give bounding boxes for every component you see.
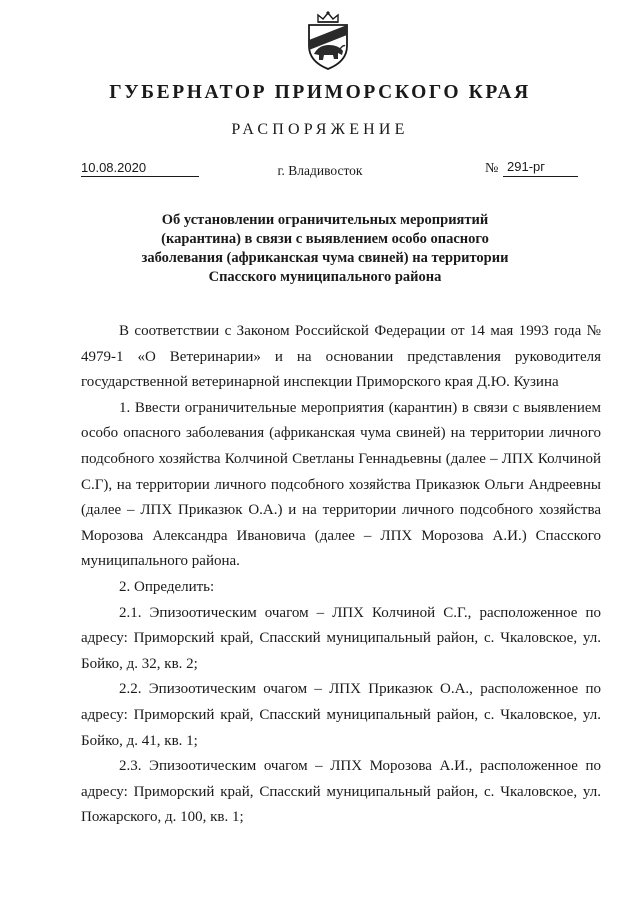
document-title: Об установлении ограничительных мероприятий (карантина) в связи с выявлением особо опасного заболевания (африканская чума свиней) на территории Спасского муниципального района (141, 212, 509, 285)
primorsky-krai-coat-of-arms-icon (296, 10, 360, 72)
document-type: РАСПОРЯЖЕНИЕ (231, 121, 409, 138)
body-paragraph: 2.1. Эпизоотическим очагом – ЛПХ Колчиной С.Г., расположенное по адресу: Приморский край, Спасский муниципальный район, с. Чкаловское, ул. Бойко, д. 32, кв. 2; (81, 604, 601, 672)
document-body (81, 319, 601, 831)
body-paragraph: 2.3. Эпизоотическим очагом – ЛПХ Морозова А.И., расположенное по адресу: Приморский край, Спасский муниципальный район, с. Чкаловское, ул. Пожарского, д. 100, кв. 1; (81, 758, 601, 826)
document-date: 10.08.2020 (81, 160, 147, 175)
number-underline (503, 176, 578, 177)
preamble-paragraph: В соответствии с Законом Российской Федерации от 14 мая 1993 года № 4979-1 «О Ветеринарии» и на основании представления руководителя государственной ветеринарной инспекции Приморского края Д.Ю. Кузина (81, 323, 601, 391)
body-paragraph: 1. Ввести ограничительные мероприятия (карантин) в связи с выявлением особо опасного заболевания (африканская чума свиней) на территории личного подсобного хозяйства Колчиной Светланы Геннадьевны (далее – ЛПХ Колчиной С.Г), на территории личного подсобного хозяйства Приказюк Ольги Андреевны (далее – ЛПХ Приказюк О.А.) и на территории личного подсобного хозяйства Морозова Александра Ивановича (далее – ЛПХ Морозова А.И.) Спасского муниципального района. (81, 399, 601, 570)
body-paragraph: 2. Определить: (119, 578, 215, 595)
organization-title: ГУБЕРНАТОР ПРИМОРСКОГО КРАЯ (109, 82, 531, 103)
document-place: г. Владивосток (277, 163, 363, 178)
number-sign: № (485, 161, 499, 176)
body-paragraph: 2.2. Эпизоотическим очагом – ЛПХ Приказюк О.А., расположенное по адресу: Приморский край, Спасский муниципальный район, с. Чкаловское, ул. Бойко, д. 41, кв. 1; (81, 681, 601, 749)
document-number: 291-рг (507, 159, 545, 174)
